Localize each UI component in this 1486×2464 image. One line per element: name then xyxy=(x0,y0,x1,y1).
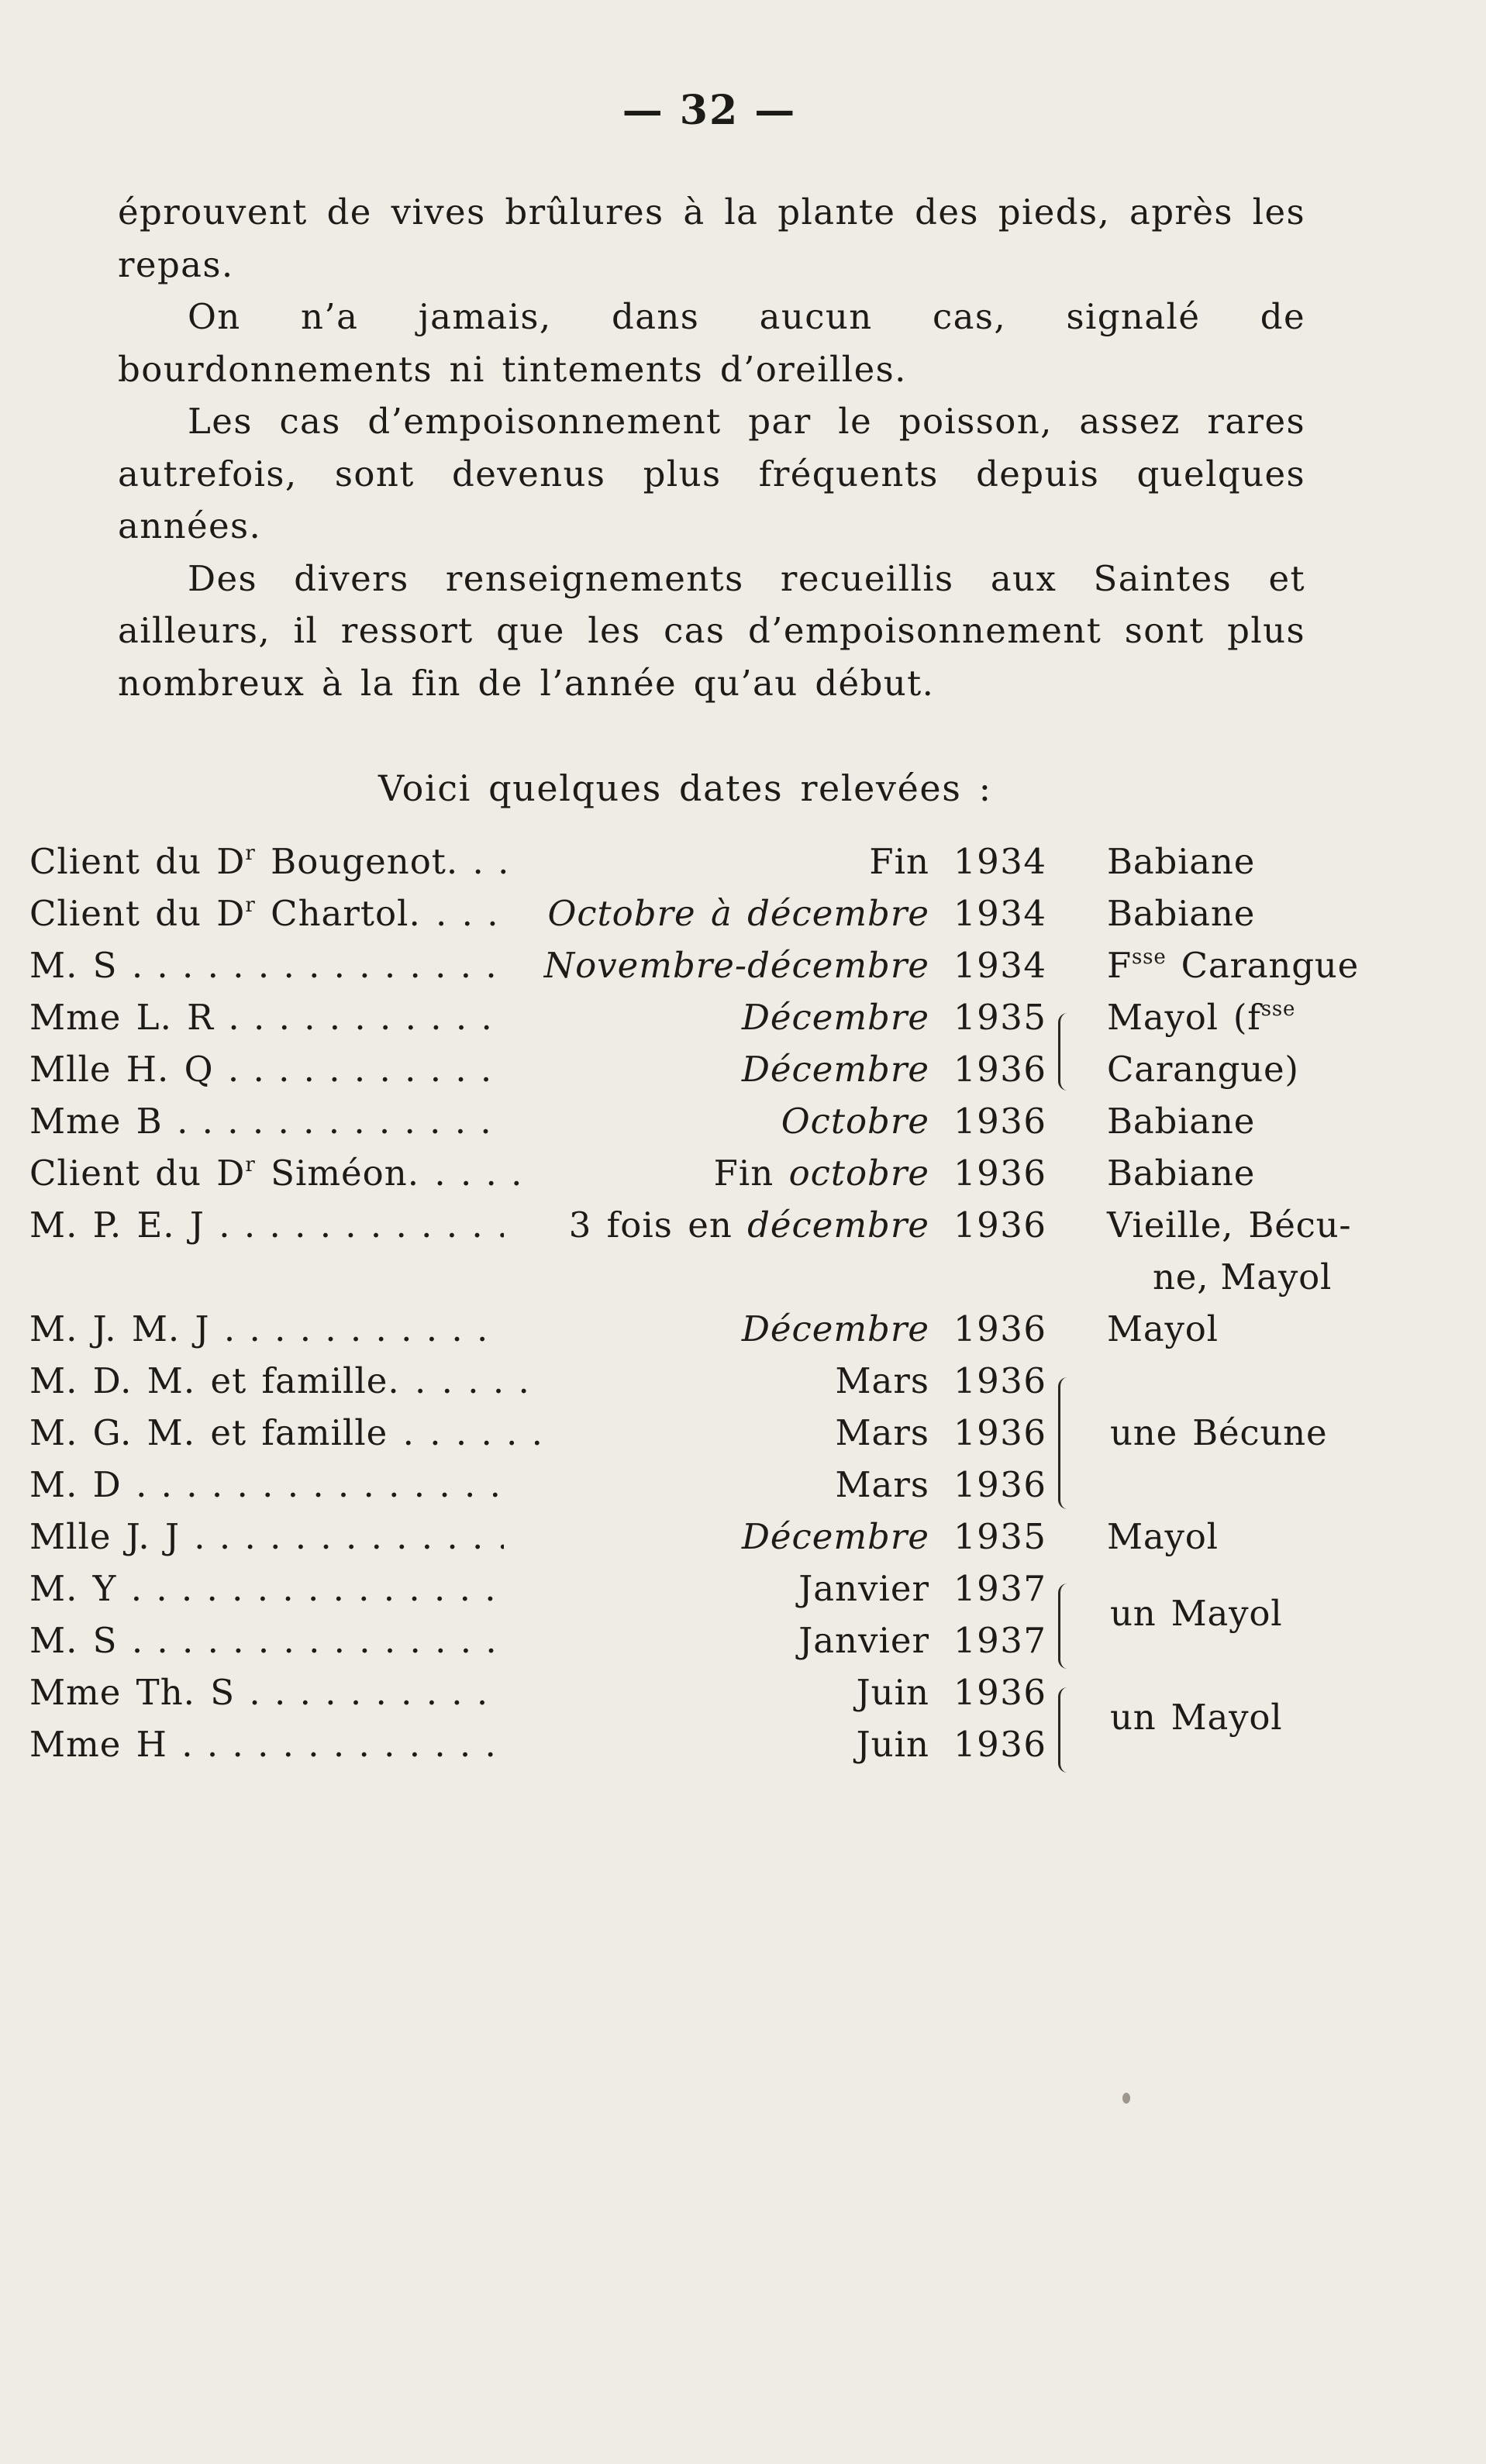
case-species: Mayol xyxy=(1107,1516,1219,1557)
case-date: Janvier xyxy=(798,1568,929,1609)
case-date: Mars xyxy=(835,1464,929,1505)
case-date: Octobre xyxy=(781,1101,929,1142)
case-name: Client du $D^r$ Siméon. . . . . xyxy=(29,1153,526,1194)
case-year: 1936 xyxy=(953,1101,1047,1142)
table-row xyxy=(0,1204,1486,1256)
case-species: Vieille, Bécu- xyxy=(1107,1204,1352,1246)
paragraph: Des divers renseignements recueillis aux Saintes et ailleurs, il ressort que les cas d’empoisonnement sont plus nombreux à la fin de l’année qu’au début. xyxy=(118,557,1305,704)
case-species: un Mayol xyxy=(1110,1697,1283,1738)
case-date: Décembre xyxy=(741,997,929,1038)
table-row xyxy=(0,1516,1486,1568)
case-species: $F^{sse}$ Carangue xyxy=(1107,945,1360,986)
case-species: une Bécune xyxy=(1110,1412,1328,1453)
case-name: M. D . . . xyxy=(29,1464,504,1505)
table-row xyxy=(0,1360,1486,1412)
group-brace xyxy=(1058,1584,1077,1669)
case-date: Fin octobre xyxy=(713,1153,929,1194)
case-date: Octobre à décembre xyxy=(547,893,929,934)
case-species: Mayol ($f^{sse}$ xyxy=(1107,997,1296,1038)
case-year: 1936 xyxy=(953,1724,1047,1765)
table-row xyxy=(0,945,1486,997)
page-number: — 32 — xyxy=(622,87,797,134)
case-species: un Mayol xyxy=(1110,1593,1283,1634)
case-year: 1936 xyxy=(953,1412,1047,1453)
table-row xyxy=(0,1153,1486,1204)
case-species-continued: ne, Mayol xyxy=(1153,1256,1333,1297)
table-row xyxy=(0,1101,1486,1153)
case-year: 1936 xyxy=(953,1360,1047,1401)
case-date: Fin xyxy=(869,841,929,882)
case-date: Mars xyxy=(835,1360,929,1401)
case-name: M. Y . . . xyxy=(29,1568,504,1609)
case-name: M. P. E. J . . . xyxy=(29,1204,504,1246)
case-species: Babiane xyxy=(1107,1101,1256,1142)
table-heading: Voici quelques dates relevées : xyxy=(378,767,992,809)
case-year: 1934 xyxy=(953,841,1047,882)
group-brace xyxy=(1058,1013,1077,1091)
paragraph: éprouvent de vives brûlures à la plante des pieds, après les repas. xyxy=(118,191,1305,285)
case-year: 1935 xyxy=(953,1516,1047,1557)
case-date: Juin xyxy=(856,1672,929,1713)
case-name: Mlle J. J . . . xyxy=(29,1516,504,1557)
case-date: Décembre xyxy=(741,1308,929,1349)
case-name: M. S . . . xyxy=(29,1620,504,1661)
case-year: 1936 xyxy=(953,1204,1047,1246)
case-name: Mlle H. Q . . . xyxy=(29,1049,504,1090)
case-year: 1936 xyxy=(953,1049,1047,1090)
paragraph: On n’a jamais, dans aucun cas, signalé de bourdonnements ni tintements d’oreilles. xyxy=(118,296,1305,390)
case-name: Mme Th. S . . . xyxy=(29,1672,504,1713)
case-date: 3 fois en décembre xyxy=(568,1204,929,1246)
case-date: Décembre xyxy=(741,1049,929,1090)
case-name: Mme H . . . xyxy=(29,1724,504,1765)
case-date: Janvier xyxy=(798,1620,929,1661)
case-year: 1934 xyxy=(953,945,1047,986)
case-year: 1935 xyxy=(953,997,1047,1038)
table-row xyxy=(0,1308,1486,1360)
case-name: M. J. M. J . . . xyxy=(29,1308,504,1349)
case-year: 1936 xyxy=(953,1308,1047,1349)
case-year: 1936 xyxy=(953,1153,1047,1194)
case-date: Juin xyxy=(856,1724,929,1765)
case-species: Mayol xyxy=(1107,1308,1219,1349)
case-species: Babiane xyxy=(1107,841,1256,882)
table-row xyxy=(0,997,1486,1049)
case-year: 1936 xyxy=(953,1464,1047,1505)
case-name: M. S . . . xyxy=(29,945,504,986)
paragraph: Les cas d’empoisonnement par le poisson, assez rares autrefois, sont devenus plus fréquents depuis quelques années. xyxy=(118,401,1305,546)
case-year: 1937 xyxy=(953,1568,1047,1609)
table-row xyxy=(0,1256,1486,1308)
case-name: Client du $D^r$ Bougenot. . . . xyxy=(29,841,526,882)
table-row xyxy=(0,841,1486,893)
case-year: 1937 xyxy=(953,1620,1047,1661)
table-row xyxy=(0,1464,1486,1516)
case-species: Babiane xyxy=(1107,1153,1256,1194)
case-name: M. G. M. et famille . . . . . xyxy=(29,1412,541,1453)
body-text xyxy=(118,186,1305,709)
case-name: Mme L. R . . . xyxy=(29,997,504,1038)
case-species: Babiane xyxy=(1107,893,1256,934)
case-name: Client du $D^r$ Chartol. . . . . xyxy=(29,893,510,934)
group-brace xyxy=(1058,1377,1077,1509)
case-year: 1936 xyxy=(953,1672,1047,1713)
case-date: Décembre xyxy=(741,1516,929,1557)
case-name: M. D. M. et famille. . . . . . xyxy=(29,1360,541,1401)
table-row xyxy=(0,1049,1486,1101)
case-name: Mme B . . . xyxy=(29,1101,504,1142)
table-row xyxy=(0,1412,1486,1464)
case-year: 1934 xyxy=(953,893,1047,934)
group-brace xyxy=(1058,1687,1077,1773)
ink-spot xyxy=(1122,2093,1130,2104)
table-row xyxy=(0,893,1486,945)
case-date: Mars xyxy=(835,1412,929,1453)
case-date: Novembre-décembre xyxy=(543,945,929,986)
case-species: Carangue) xyxy=(1107,1049,1299,1090)
